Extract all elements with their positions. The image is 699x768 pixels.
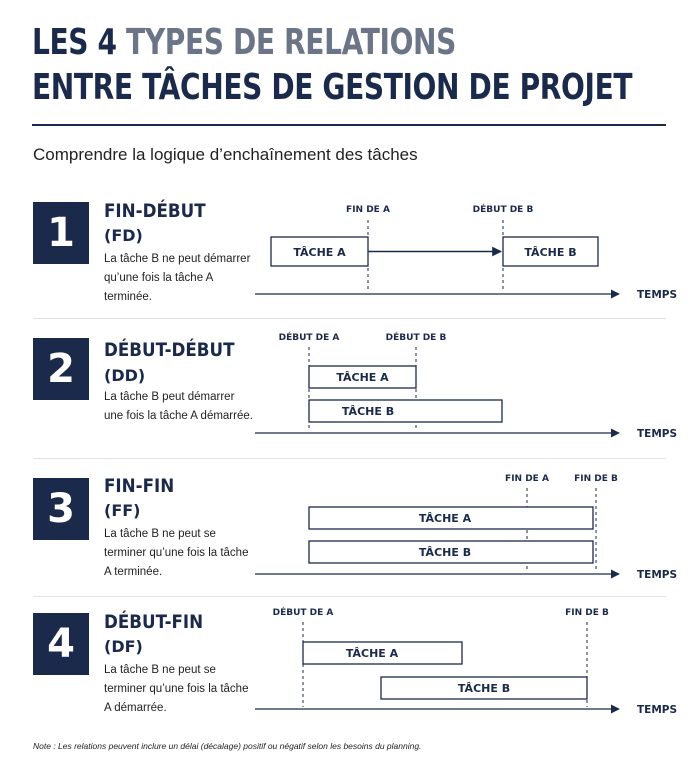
- section-3-description: La tâche B ne peut se terminer qu’une fois la tâche A terminée.: [104, 528, 249, 578]
- title-line-1-gray: TYPES DE RELATIONS: [126, 22, 456, 63]
- task-b-label: TÂCHE B: [524, 246, 577, 259]
- debut-de-a-marker-label: DÉBUT DE A: [278, 333, 340, 343]
- section-2-timeline: [255, 331, 677, 440]
- task-a-label: TÂCHE A: [293, 246, 346, 259]
- task-a-label: TÂCHE A: [336, 371, 389, 384]
- section-3-title: FIN-FIN: [104, 475, 175, 497]
- section-4-number: 4: [33, 613, 89, 675]
- task-b-label: TÂCHE B: [418, 546, 472, 559]
- fin-de-a-marker-label: FIN DE A: [346, 205, 390, 215]
- section-1-abbr: (FD): [104, 226, 143, 245]
- time-axis-label: TEMPS: [637, 704, 678, 716]
- title-line-1-dark: LES 4: [32, 22, 127, 63]
- time-axis-label: TEMPS: [637, 428, 678, 440]
- section-3-abbr: (FF): [104, 501, 141, 520]
- title-line-2: ENTRE TÂCHES DE GESTION DE PROJET: [32, 67, 633, 108]
- section-1-timeline: [255, 203, 677, 301]
- time-axis-label: TEMPS: [637, 289, 678, 301]
- section-2-title: DÉBUT-DÉBUT: [104, 339, 235, 361]
- section-1-title: FIN-DÉBUT: [104, 200, 206, 222]
- section-4-timeline: [255, 606, 677, 716]
- debut-de-b-marker-label: DÉBUT DE B: [472, 205, 534, 215]
- section-2-abbr: (DD): [104, 366, 146, 385]
- section-3-timeline: [255, 474, 677, 581]
- task-b-label: TÂCHE B: [457, 682, 511, 695]
- task-a-label: TÂCHE A: [418, 512, 472, 525]
- task-b-label: TÂCHE B: [341, 405, 395, 418]
- task-b-bar: [309, 400, 502, 422]
- time-axis-label: TEMPS: [637, 569, 678, 581]
- footnote: Note : Les relations peuvent inclure un délai (décalage) positif ou négatif selon les besoins du planning.: [33, 741, 422, 751]
- section-4-title: DÉBUT-FIN: [104, 611, 204, 633]
- debut-de-b-marker-label: DÉBUT DE B: [385, 333, 447, 343]
- section-4-abbr: (DF): [104, 637, 143, 656]
- task-a-label: TÂCHE A: [345, 647, 399, 660]
- section-2-description: La tâche B peut démarrer une fois la tâche A démarrée.: [104, 391, 253, 422]
- section-4-description: La tâche B ne peut se terminer qu’une fois la tâche A démarrée.: [104, 664, 249, 714]
- section-1-description: La tâche B ne peut démarrer qu’une fois la tâche A terminée.: [104, 253, 251, 303]
- section-3-number: 3: [33, 478, 89, 540]
- fin-de-a-marker-label: FIN DE A: [505, 474, 549, 484]
- section-2-number: 2: [33, 338, 89, 400]
- fin-de-b-marker-label: FIN DE B: [565, 608, 609, 618]
- fin-de-b-marker-label: FIN DE B: [574, 474, 618, 484]
- debut-de-a-marker-label: DÉBUT DE A: [272, 608, 334, 618]
- subtitle: Comprendre la logique d’enchaînement des tâches: [33, 145, 418, 164]
- section-1-number: 1: [33, 202, 89, 264]
